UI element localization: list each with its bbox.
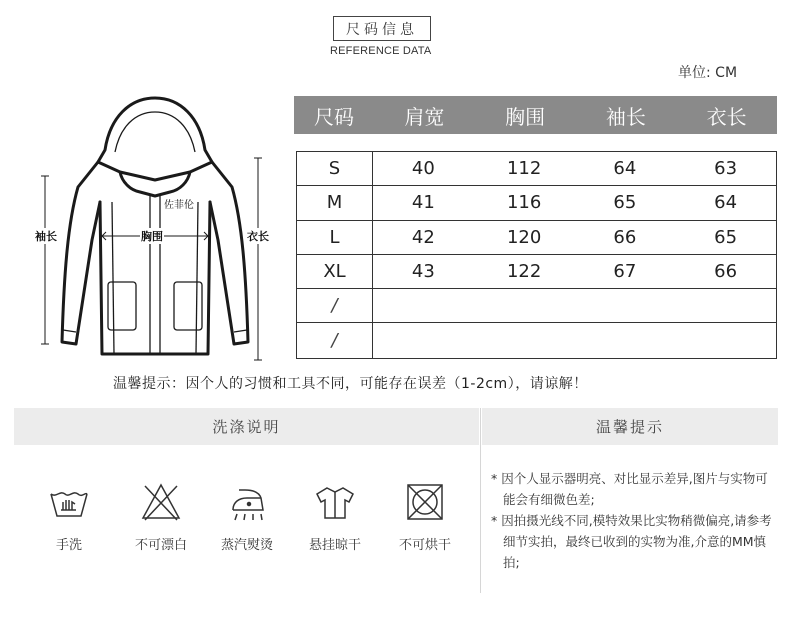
garment-length-label: 衣长 xyxy=(247,230,269,243)
chest-cell: 120 xyxy=(506,226,542,248)
sleeve-cell: 66 xyxy=(613,226,637,248)
table-row xyxy=(297,221,776,255)
hang-dry-icon xyxy=(313,480,357,524)
empty-cell xyxy=(373,289,776,322)
care-item-steam-iron xyxy=(212,480,282,553)
header-cell-sleeve: 袖长 xyxy=(605,104,646,129)
care-item-no-tumble-dry xyxy=(390,480,460,553)
care-item-hand-wash xyxy=(34,480,104,553)
length-cell: 63 xyxy=(714,158,738,180)
jacket-diagram xyxy=(30,92,280,367)
table-row xyxy=(297,186,776,220)
chest-cell: 116 xyxy=(506,192,542,214)
sleeve-length-label: 袖长 xyxy=(35,230,57,243)
care-label: 不可烘干 xyxy=(398,538,451,553)
header-cell-shoulder: 肩宽 xyxy=(404,104,445,129)
tips-section-title: 温馨提示 xyxy=(482,408,778,445)
brand-label: 佐菲伦 xyxy=(164,200,194,211)
no-tumble-dry-icon xyxy=(403,480,447,524)
care-item-hang-dry xyxy=(300,480,370,553)
header-cell-chest: 胸围 xyxy=(505,104,546,129)
sleeve-cell: 67 xyxy=(613,261,637,283)
size-table-body xyxy=(296,151,777,359)
steam-iron-icon xyxy=(225,480,269,524)
section-title: 尺码信息 xyxy=(333,16,431,41)
shoulder-cell: 42 xyxy=(411,226,435,248)
section-subtitle: REFERENCE DATA xyxy=(330,45,432,57)
length-cell: 66 xyxy=(714,261,738,283)
size-cell: / xyxy=(297,323,373,357)
table-row xyxy=(297,152,776,186)
size-cell: M xyxy=(297,186,373,219)
size-cell: L xyxy=(297,221,373,254)
unit-label: 单位: CM xyxy=(678,65,738,81)
empty-cell xyxy=(373,323,776,357)
size-cell: XL xyxy=(297,255,373,288)
size-table xyxy=(294,96,777,352)
care-label: 手洗 xyxy=(55,538,82,553)
tip-item: * 因拍摄光线不同,模特效果比实物稍微偏亮,请参考细节实拍，最终已收到的实物为准,介意的MM慎拍; xyxy=(491,513,772,570)
table-row xyxy=(297,255,776,289)
chest-label: 胸围 xyxy=(141,230,163,243)
size-cell: S xyxy=(297,152,373,185)
hand-wash-icon xyxy=(47,480,91,524)
length-cell: 64 xyxy=(714,192,738,214)
care-label: 蒸汽熨烫 xyxy=(220,538,273,553)
table-row xyxy=(297,289,776,323)
no-bleach-icon xyxy=(139,480,183,524)
size-table-header xyxy=(294,96,777,134)
table-row xyxy=(297,323,776,357)
length-cell: 65 xyxy=(714,226,738,248)
measurement-disclaimer: 温馨提示：因个人的习惯和工具不同，可能存在误差（1-2cm），请谅解！ xyxy=(113,376,588,392)
care-label: 悬挂晾干 xyxy=(308,538,361,553)
section-divider xyxy=(480,408,481,593)
header-cell-size: 尺码 xyxy=(314,104,354,129)
header-cell-length: 衣长 xyxy=(706,104,747,129)
shoulder-cell: 40 xyxy=(411,158,435,180)
chest-cell: 122 xyxy=(506,261,542,283)
shoulder-cell: 41 xyxy=(411,192,435,214)
sleeve-cell: 65 xyxy=(613,192,637,214)
sleeve-cell: 64 xyxy=(613,158,637,180)
wash-section-title: 洗涤说明 xyxy=(14,408,479,445)
size-cell: / xyxy=(297,289,373,322)
tip-item: * 因个人显示器明亮、对比显示差异,图片与实物可能会有细微色差; xyxy=(491,471,768,507)
tips-list xyxy=(487,468,777,573)
care-item-no-bleach xyxy=(126,480,196,553)
care-label: 不可漂白 xyxy=(134,538,187,553)
shoulder-cell: 43 xyxy=(411,261,435,283)
chest-cell: 112 xyxy=(506,158,542,180)
